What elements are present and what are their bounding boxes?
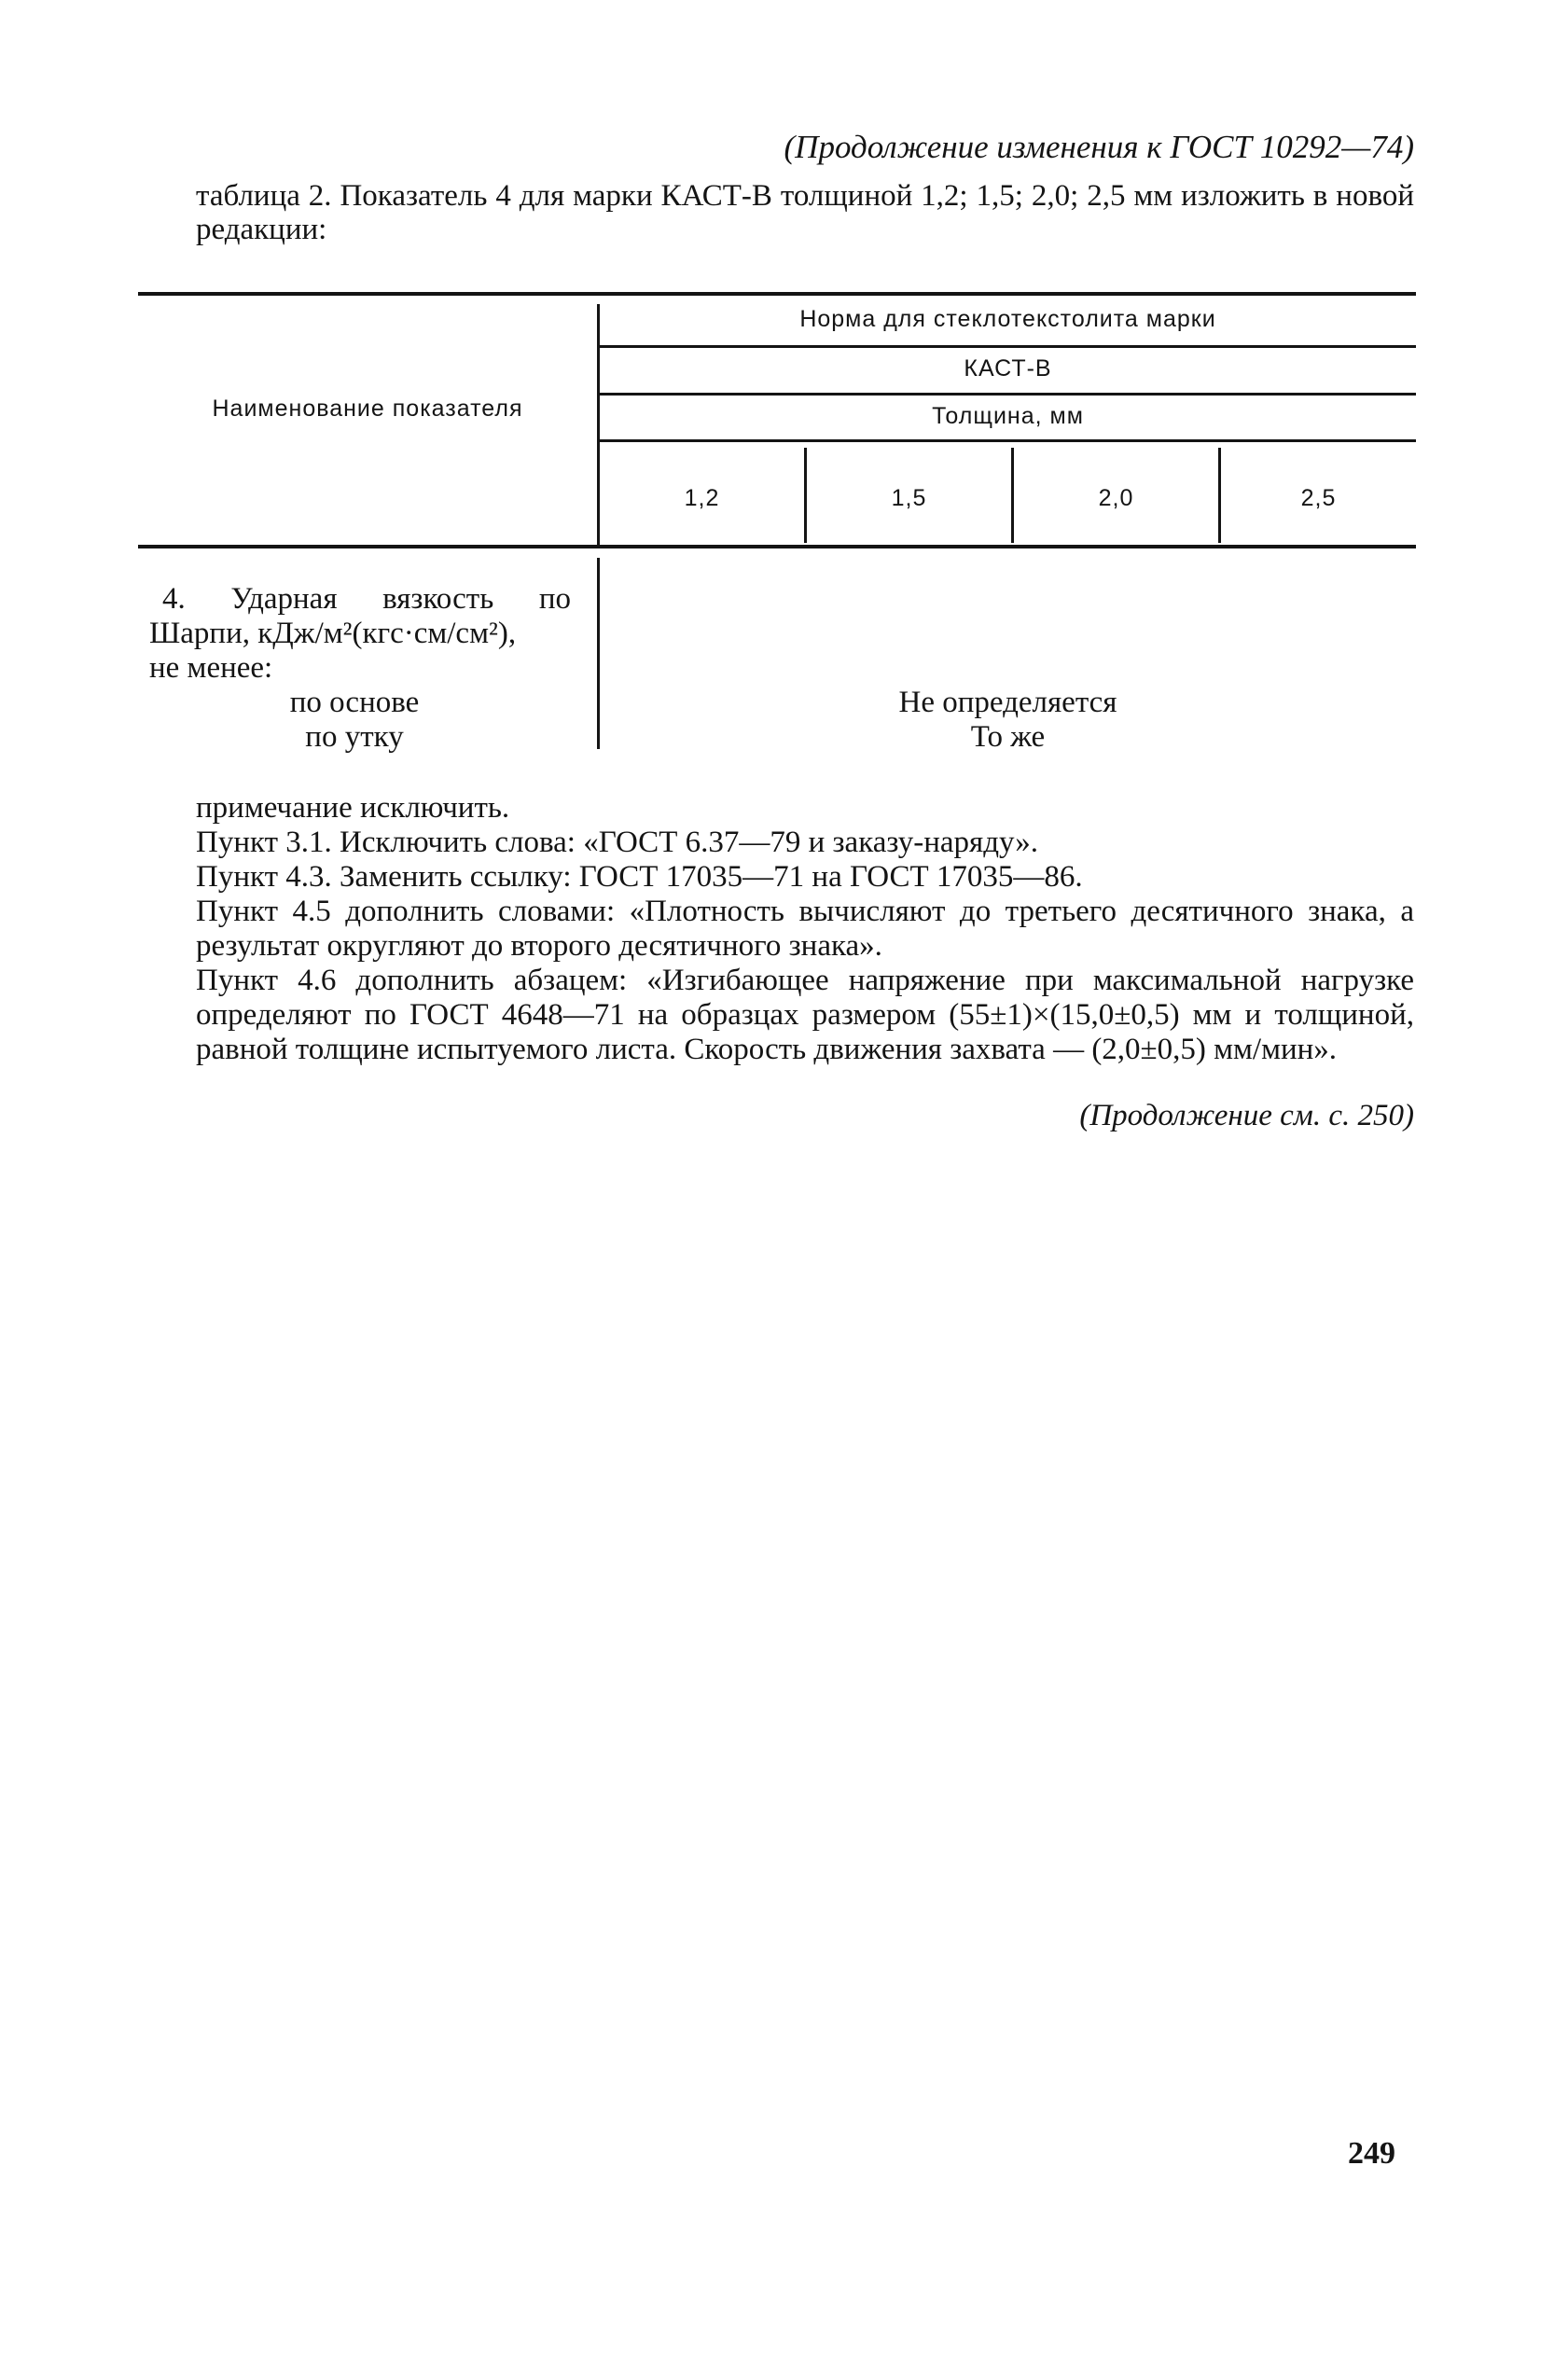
- indicator-name-line: не менее:: [149, 651, 273, 685]
- thickness-header-rule: [600, 439, 1416, 442]
- indicator-name-line: Шарпи, кДж/м²(кгс·см/см²),: [149, 617, 517, 650]
- grade-header-rule: [600, 393, 1416, 396]
- paragraph-item-4-6: Пункт 4.6 дополнить абзацем: «Изгибающее напряжение при максимальной нагрузке определяют по ГОСТ 4648—71 на образцах размером (55±1)×(15,0±0,5) мм и толщиной, равной толщине испытуемого листа. Скорость движения захвата — (2,0±0,5) мм/мин».: [196, 964, 1414, 1066]
- continuation-note: (Продолжение см. с. 250): [1079, 1099, 1414, 1132]
- paragraph-item-4-3: Пункт 4.3. Заменить ссылку: ГОСТ 17035—71 на ГОСТ 17035—86.: [196, 860, 1083, 894]
- paragraph-item-4-5: Пункт 4.5 дополнить словами: «Плотность вычисляют до третьего десятичного знака, а результат округляют до второго десятичного знака».: [196, 895, 1414, 963]
- table-header-bottom-rule: [138, 545, 1416, 548]
- indicator-name-line: 4. Ударная вязкость по: [162, 582, 571, 616]
- thickness-header: Толщина, мм: [932, 403, 1084, 429]
- norm-header: Норма для стеклотекстолита марки: [799, 306, 1216, 332]
- intro-text: таблица 2. Показатель 4 для марки КАСТ-В толщиной 1,2; 1,5; 2,0; 2,5 мм изложить в новой редакции:: [196, 179, 1414, 246]
- grade-header: КАСТ-В: [964, 355, 1052, 382]
- norm-header-rule: [600, 345, 1416, 348]
- table-top-rule: [138, 292, 1416, 296]
- row-name-header: Наименование показателя: [212, 396, 523, 422]
- paragraph-item-3-1: Пункт 3.1. Исключить слова: «ГОСТ 6.37—79 и заказу-наряду».: [196, 826, 1039, 859]
- thickness-cell: 2,0: [1098, 485, 1134, 511]
- value-not-determined: Не определяется: [898, 686, 1117, 719]
- page-number: 249: [1348, 2136, 1395, 2171]
- indicator-sub-warp: по основе: [289, 686, 420, 719]
- indicator-sub-weft: по утку: [305, 720, 404, 754]
- indicator-name: [149, 582, 571, 755]
- paragraph-note: примечание исключить.: [196, 791, 510, 825]
- thickness-cell: 1,5: [891, 485, 927, 511]
- value-same: То же: [970, 720, 1046, 754]
- thickness-cell: 1,2: [684, 485, 720, 511]
- document-header: (Продолжение изменения к ГОСТ 10292—74): [784, 129, 1414, 165]
- thickness-cell: 2,5: [1300, 485, 1337, 511]
